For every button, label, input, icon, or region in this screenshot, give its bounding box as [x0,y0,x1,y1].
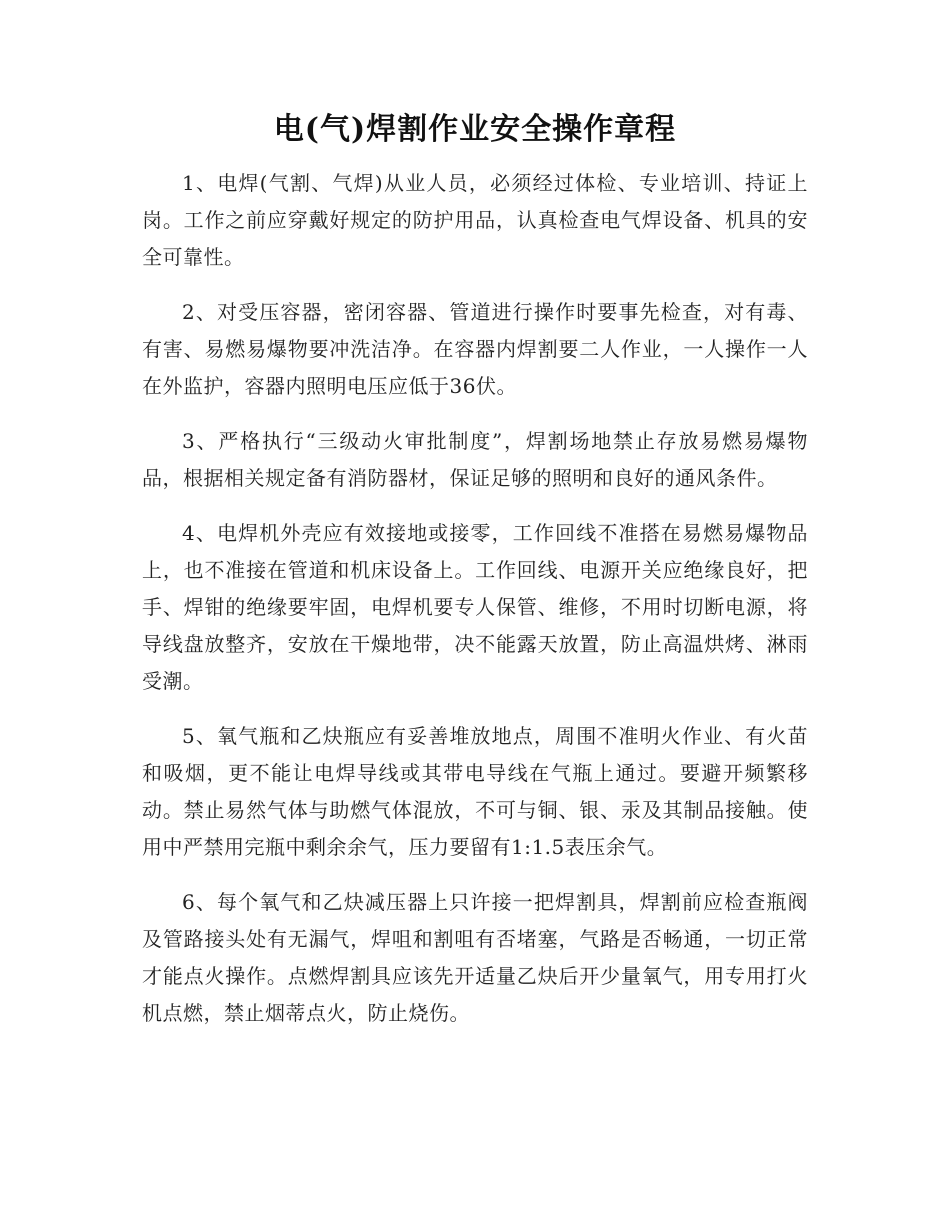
document-title: 电(气)焊割作业安全操作章程 [273,112,677,147]
paragraph-1: 1、电焊(气割、气焊)从业人员，必须经过体检、专业培训、持证上岗。工作之前应穿戴好规定的防护用品，认真检查电气焊设备、机具的安全可靠性。 [142,171,808,269]
paragraph-2: 2、对受压容器，密闭容器、管道进行操作时要事先检查，对有毒、有害、易燃易爆物要冲洗洁净。在容器内焊割要二人作业，一人操作一人在外监护，容器内照明电压应低于36伏。 [142,300,808,398]
paragraph-6: 6、每个氧气和乙炔减压器上只许接一把焊割具，焊割前应检查瓶阀及管路接头处有无漏气，焊咀和割咀有否堵塞，气路是否畅通，一切正常才能点火操作。点燃焊割具应该先开适量乙炔后开少量氧气，用专用打火机点燃，禁止烟蒂点火，防止烧伤。 [142,890,808,1025]
paragraph-4: 4、电焊机外壳应有效接地或接零，工作回线不准搭在易燃易爆物品上，也不准接在管道和机床设备上。工作回线、电源开关应绝缘良好，把手、焊钳的绝缘要牢固，电焊机要专人保管、维修，不用时切断电源，将导线盘放整齐，安放在干燥地带，决不能露天放置，防止高温烘烤、淋雨受潮。 [142,521,808,693]
document-body [142,165,808,1050]
paragraph-3: 3、严格执行“三级动火审批制度”，焊割场地禁止存放易燃易爆物品，根据相关规定备有消防器材，保证足够的照明和良好的通风条件。 [142,429,808,490]
paragraph-5: 5、氧气瓶和乙炔瓶应有妥善堆放地点，周围不准明火作业、有火苗和吸烟，更不能让电焊导线或其带电导线在气瓶上通过。要避开频繁移动。禁止易然气体与助燃气体混放，不可与铜、银、汞及其制品接触。使用中严禁用完瓶中剩余余气，压力要留有1:1.5表压余气。 [142,724,808,859]
